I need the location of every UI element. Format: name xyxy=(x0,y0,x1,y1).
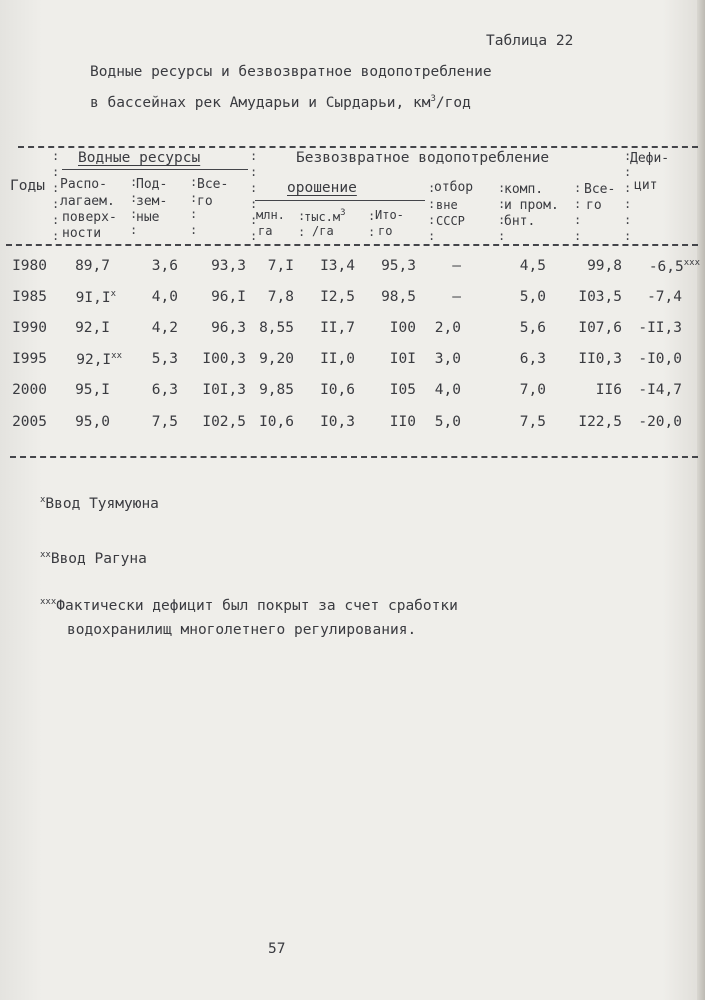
cell-outside-withdrawal xyxy=(435,320,461,336)
cell-year xyxy=(12,382,47,398)
cell-year-value: I995 xyxy=(12,351,47,367)
cell-industry xyxy=(520,320,546,336)
cell-consumption-total-value: I03,5 xyxy=(578,289,622,305)
cell-underground-water-value: 5,3 xyxy=(151,351,178,367)
cell-surface-water xyxy=(76,289,116,306)
cell-surface-water-value: 89,7 xyxy=(75,258,110,274)
group-consumption: Безвозвратное водопотребление xyxy=(296,150,550,166)
cell-irrigation-total-value: I0I xyxy=(389,351,416,367)
group-irrigation-underline xyxy=(255,200,425,201)
cell-deficit-value: -6,5 xyxy=(648,259,684,275)
col-header-irr-total-1: Ито- xyxy=(375,208,404,222)
col-separator: : : xyxy=(298,209,306,239)
col-separator: : : : : xyxy=(428,181,436,243)
title-superscript: 3 xyxy=(430,94,436,104)
group-water-resources: Водные ресурсы xyxy=(78,150,201,166)
cell-consumption-total xyxy=(578,320,622,336)
cell-irrigated-area xyxy=(268,258,294,274)
cell-year-value: I980 xyxy=(12,258,47,274)
footnote-text: Ввод Туямуюна xyxy=(45,496,159,512)
header-bottom-rule xyxy=(6,244,698,246)
cell-consumption-total xyxy=(578,414,622,430)
col-header-underground-3: ные xyxy=(136,210,160,225)
cell-underground-water xyxy=(152,320,178,336)
cell-water-total xyxy=(202,382,246,398)
cell-irrigation-norm-value: II,7 xyxy=(320,320,355,336)
cell-year xyxy=(12,320,47,336)
cell-underground-water-value: 7,5 xyxy=(151,414,178,430)
cell-water-total-value: 96,I xyxy=(211,289,246,305)
cell-irrigation-norm xyxy=(320,289,355,305)
cell-irrigation-total xyxy=(390,382,416,398)
group-water-underline xyxy=(62,169,248,170)
cell-outside-withdrawal xyxy=(452,258,461,274)
cell-consumption-total xyxy=(578,289,622,305)
cell-water-total xyxy=(211,289,246,305)
cell-surface-water-value: 95,0 xyxy=(75,414,110,430)
cell-underground-water xyxy=(152,258,178,274)
title-unit: /год xyxy=(435,95,471,111)
cell-water-total-value: 96,3 xyxy=(211,320,246,336)
cell-irrigation-total xyxy=(390,351,416,367)
cell-underground-water-value: 4,0 xyxy=(151,289,178,305)
cell-year-value: 2000 xyxy=(12,382,47,398)
cell-year xyxy=(12,414,47,430)
col-header-all-1: Все- xyxy=(584,182,616,197)
title-text: в бассейнах рек Амударьи и Сырдарьи, км xyxy=(90,95,431,111)
col-header-deficit-1: Дефи- xyxy=(630,151,670,166)
cell-deficit-value: -I0,0 xyxy=(638,351,682,367)
cell-deficit xyxy=(638,382,682,398)
footnote-mark: x xyxy=(40,495,46,505)
cell-water-total-value: 93,3 xyxy=(211,258,246,274)
cell-surface-water-value: 95,I xyxy=(75,382,110,398)
col-header-surface-2: лагаем. xyxy=(60,194,115,209)
cell-deficit-value: -II,3 xyxy=(638,320,682,336)
table-bottom-rule xyxy=(10,456,698,458)
cell-irrigation-total-value: II0 xyxy=(389,414,416,430)
cell-underground-water-value: 3,6 xyxy=(151,258,178,274)
cell-irrigated-area xyxy=(259,351,294,367)
cell-irrigated-area xyxy=(268,289,294,305)
table-title-line-2 xyxy=(90,94,471,111)
cell-irrigation-total-value: 95,3 xyxy=(381,258,416,274)
col-separator: : : : : : : xyxy=(624,149,632,243)
footnote-text: Ввод Рагуна xyxy=(50,551,147,567)
cell-irrigation-norm xyxy=(320,320,355,336)
table-title-line-1: Водные ресурсы и безвозвратное водопотребление xyxy=(90,64,492,80)
col-separator: : : : : xyxy=(190,175,198,237)
col-header-deficit-2: цит xyxy=(634,178,658,193)
cell-deficit xyxy=(638,320,682,336)
cell-surface-water xyxy=(75,414,110,430)
cell-irrigated-area xyxy=(259,414,294,430)
cell-consumption-total-value: I07,6 xyxy=(578,320,622,336)
cell-water-total xyxy=(211,258,246,274)
col-header-underground-1: Под- xyxy=(136,177,168,192)
cell-industry-value: 5,0 xyxy=(519,289,546,305)
cell-underground-water-value: 4,2 xyxy=(151,320,178,336)
col-separator: : : : : : : xyxy=(250,149,258,243)
cell-irrigated-area-value: 7,I xyxy=(267,258,294,274)
cell-deficit-value: -20,0 xyxy=(638,414,682,430)
cell-deficit xyxy=(638,414,682,430)
cell-surface-water-value: 9I,I xyxy=(75,290,111,306)
col-header-underground-2: зем- xyxy=(136,194,168,209)
col-separator: : : : : xyxy=(574,181,582,243)
cell-consumption-total-value: II0,3 xyxy=(578,351,622,367)
cell-outside-withdrawal-value: – xyxy=(452,289,461,305)
cell-outside-withdrawal xyxy=(435,382,461,398)
col-header-industry-1: комп. xyxy=(504,182,544,197)
cell-irrigation-norm-value: I3,4 xyxy=(320,258,355,274)
cell-surface-water xyxy=(75,382,110,398)
cell-irrigation-total xyxy=(381,258,416,274)
cell-year-value: I990 xyxy=(12,320,47,336)
cell-irrigated-area-value: 7,8 xyxy=(267,289,294,305)
header-top-rule xyxy=(18,146,698,148)
cell-irrigation-total-value: 98,5 xyxy=(381,289,416,305)
cell-consumption-total-value: I22,5 xyxy=(578,414,622,430)
cell-consumption-total-value: II6 xyxy=(595,382,622,398)
footnote-text: Фактически дефицит был покрыт за счет сработки xyxy=(56,598,458,614)
footnote-mark: xxx xyxy=(40,597,57,607)
cell-irrigated-area-value: 9,20 xyxy=(259,351,294,367)
cell-industry-value: 5,6 xyxy=(519,320,546,336)
cell-deficit xyxy=(638,351,682,367)
cell-industry xyxy=(520,414,546,430)
cell-industry xyxy=(520,289,546,305)
col-header-norm-1 xyxy=(304,208,346,224)
cell-industry xyxy=(520,258,546,274)
col-header-outside-3: СССР xyxy=(436,214,465,228)
cell-outside-withdrawal xyxy=(452,289,461,305)
cell-outside-withdrawal-value: 2,0 xyxy=(434,320,461,336)
cell-irrigated-area-value: 9,85 xyxy=(259,382,294,398)
cell-surface-water xyxy=(75,258,110,274)
col-separator: : : xyxy=(368,209,376,239)
cell-water-total-value: I00,3 xyxy=(202,351,246,367)
cell-year xyxy=(12,258,47,274)
cell-underground-water xyxy=(152,351,178,367)
col-header-surface-4: ности xyxy=(62,226,102,241)
cell-deficit-value: -7,4 xyxy=(647,289,682,305)
footnote-1 xyxy=(40,495,159,512)
col-header-area-1: млн. xyxy=(256,208,285,222)
col-header-surface-3: поверх- xyxy=(62,210,117,225)
cell-consumption-total xyxy=(587,258,622,274)
cell-outside-withdrawal-value: 5,0 xyxy=(434,414,461,430)
cell-outside-withdrawal-value: 3,0 xyxy=(434,351,461,367)
cell-water-total xyxy=(202,414,246,430)
cell-irrigation-norm-value: I0,3 xyxy=(320,414,355,430)
col-header-outside-2: вне xyxy=(436,198,458,212)
cell-irrigation-total-value: I05 xyxy=(389,382,416,398)
col-header-year: Годы xyxy=(10,178,45,194)
col-header-all-2: го xyxy=(586,198,602,213)
page-edge-shadow xyxy=(697,0,705,1000)
col-header-industry-3: бнт. xyxy=(504,214,536,229)
col-header-total-1: Все- xyxy=(197,177,229,192)
col-header-total-2: го xyxy=(197,194,213,209)
cell-irrigated-area xyxy=(259,320,294,336)
cell-surface-water xyxy=(75,320,110,336)
col-header-norm-2: /га xyxy=(312,224,334,238)
cell-industry-value: 6,3 xyxy=(519,351,546,367)
col-header-industry-2: и пром. xyxy=(504,198,559,213)
cell-year-value: I985 xyxy=(12,289,47,305)
cell-deficit xyxy=(647,289,682,305)
group-irrigation: орошение xyxy=(287,180,357,196)
col-header-irr-total-2: го xyxy=(378,224,393,238)
col-separator: : : : : : : xyxy=(52,149,60,243)
footnote-marker: xxx xyxy=(683,258,700,268)
cell-surface-water-value: 92,I xyxy=(75,320,110,336)
cell-year xyxy=(12,351,47,367)
cell-deficit-value: -I4,7 xyxy=(638,382,682,398)
cell-outside-withdrawal-value: – xyxy=(452,258,461,274)
cell-surface-water-value: 92,I xyxy=(76,352,112,368)
cell-underground-water xyxy=(152,382,178,398)
cell-outside-withdrawal-value: 4,0 xyxy=(434,382,461,398)
cell-deficit xyxy=(649,258,700,275)
cell-consumption-total-value: 99,8 xyxy=(587,258,622,274)
cell-industry-value: 4,5 xyxy=(519,258,546,274)
norm-label: тыс.м xyxy=(304,210,341,224)
cell-outside-withdrawal xyxy=(435,414,461,430)
col-header-area-2: га xyxy=(258,224,273,238)
cell-irrigated-area-value: I0,6 xyxy=(259,414,294,430)
cell-irrigation-total xyxy=(381,289,416,305)
cell-irrigated-area xyxy=(259,382,294,398)
cell-irrigation-norm-value: II,0 xyxy=(320,351,355,367)
cell-industry xyxy=(520,351,546,367)
cell-irrigation-norm xyxy=(320,382,355,398)
cell-industry-value: 7,0 xyxy=(519,382,546,398)
cell-consumption-total xyxy=(596,382,622,398)
cell-year xyxy=(12,289,47,305)
cell-outside-withdrawal xyxy=(435,351,461,367)
cell-irrigation-norm-value: I2,5 xyxy=(320,289,355,305)
footnote-mark: xx xyxy=(40,550,51,560)
cell-surface-water xyxy=(76,351,122,368)
footnote-marker: xx xyxy=(111,351,122,361)
cell-industry-value: 7,5 xyxy=(519,414,546,430)
cell-consumption-total xyxy=(578,351,622,367)
cell-irrigation-norm-value: I0,6 xyxy=(320,382,355,398)
cell-irrigation-total xyxy=(390,414,416,430)
table-number: Таблица 22 xyxy=(486,33,574,49)
cell-water-total-value: I0I,3 xyxy=(202,382,246,398)
cell-irrigation-norm xyxy=(320,414,355,430)
footnote-3 xyxy=(40,597,458,614)
page-number: 57 xyxy=(268,941,286,957)
cell-water-total xyxy=(202,351,246,367)
cell-underground-water xyxy=(152,414,178,430)
cell-irrigation-total xyxy=(390,320,416,336)
cell-industry xyxy=(520,382,546,398)
cell-irrigation-total-value: I00 xyxy=(389,320,416,336)
footnote-marker: x xyxy=(110,289,116,299)
cell-year-value: 2005 xyxy=(12,414,47,430)
col-header-outside-1: отбор xyxy=(434,180,474,195)
norm-superscript: 3 xyxy=(340,208,346,218)
cell-water-total-value: I02,5 xyxy=(202,414,246,430)
col-header-surface-1: Распо- xyxy=(60,177,107,192)
cell-irrigation-norm xyxy=(320,351,355,367)
cell-water-total xyxy=(211,320,246,336)
col-separator: : : : : xyxy=(130,175,138,237)
col-separator: : : : : xyxy=(498,181,506,243)
cell-underground-water xyxy=(152,289,178,305)
cell-underground-water-value: 6,3 xyxy=(151,382,178,398)
footnote-2 xyxy=(40,550,147,567)
footnote-3-continued: водохранилищ многолетнего регулирования. xyxy=(67,622,417,638)
cell-irrigation-norm xyxy=(320,258,355,274)
cell-irrigated-area-value: 8,55 xyxy=(259,320,294,336)
